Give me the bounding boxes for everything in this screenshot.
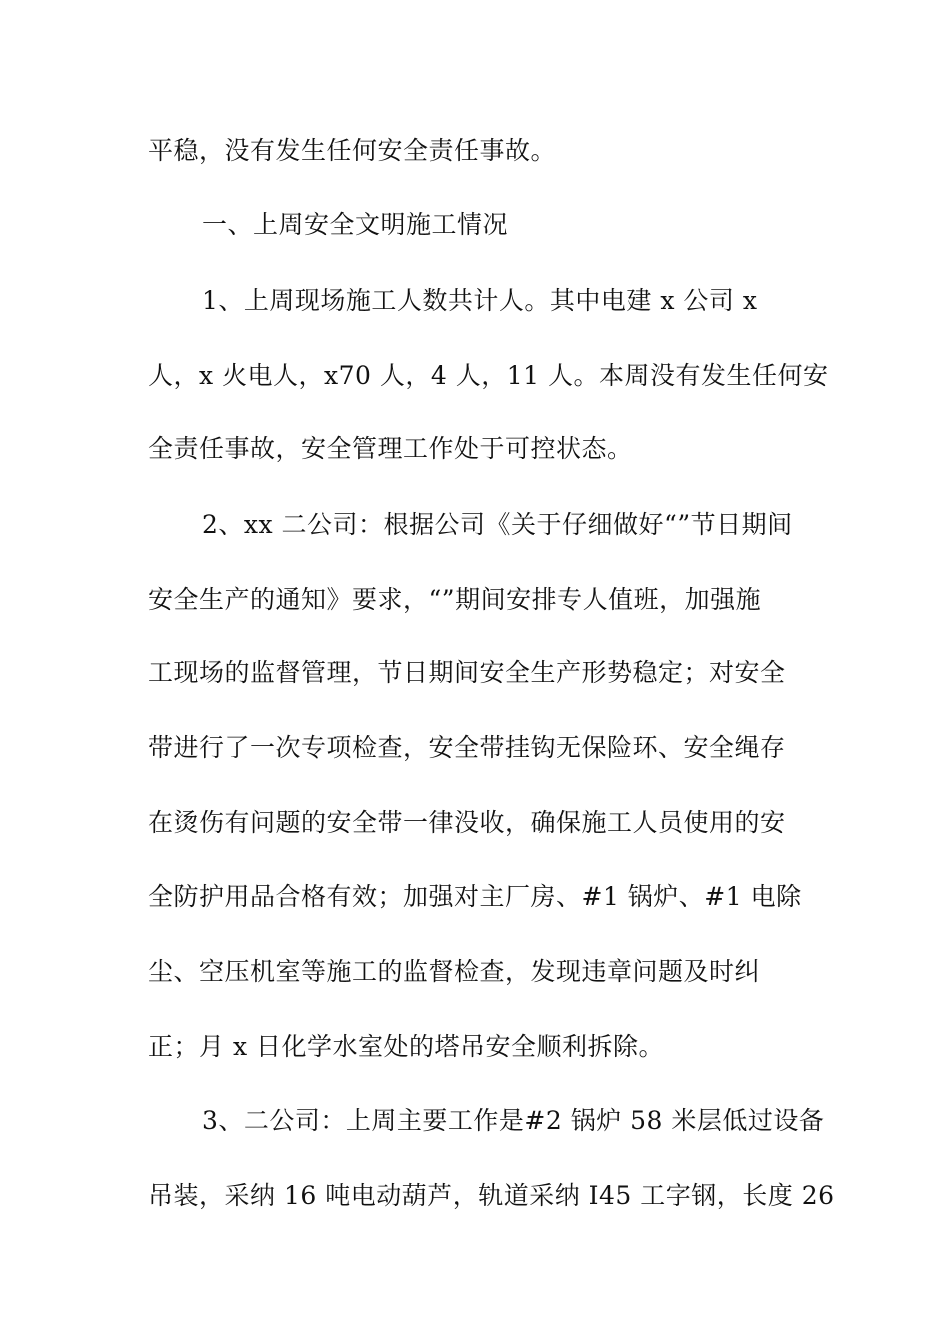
paragraph-2-line: 正；月 x 日化学水室处的塔吊安全顺利拆除。 (148, 1032, 664, 1061)
paragraph-2-line: 在烫伤有问题的安全带一律没收，确保施工人员使用的安 (148, 808, 786, 837)
paragraph-2-line: 全防护用品合格有效；加强对主厂房、#1 锅炉、#1 电除 (148, 882, 802, 911)
paragraph-3-line: 吊装，采纳 16 吨电动葫芦，轨道采纳 I45 工字钢，长度 26 (148, 1181, 835, 1210)
text-line: 平稳，没有发生任何安全责任事故。 (148, 136, 557, 165)
paragraph-2-line: 安全生产的通知》要求，“”期间安排专人值班，加强施 (148, 585, 762, 614)
paragraph-2-line: 工现场的监督管理，节日期间安全生产形势稳定；对安全 (148, 658, 786, 687)
paragraph-2-line: 尘、空压机室等施工的监督检查，发现违章问题及时纠 (148, 957, 761, 986)
paragraph-2-line: 带进行了一次专项检查，安全带挂钩无保险环、安全绳存 (148, 733, 786, 762)
section-heading: 一、上周安全文明施工情况 (202, 210, 509, 239)
paragraph-1-line: 全责任事故，安全管理工作处于可控状态。 (148, 434, 633, 463)
paragraph-1-line: 1、上周现场施工人数共计人。其中电建 x 公司 x (202, 286, 758, 315)
paragraph-1-line: 人，x 火电人，x70 人，4 人，11 人。本周没有发生任何安 (148, 361, 829, 390)
paragraph-3-line: 3、二公司：上周主要工作是#2 锅炉 58 米层低过设备 (202, 1106, 825, 1135)
paragraph-2-line: 2、xx 二公司：根据公司《关于仔细做好“”节日期间 (202, 510, 793, 539)
